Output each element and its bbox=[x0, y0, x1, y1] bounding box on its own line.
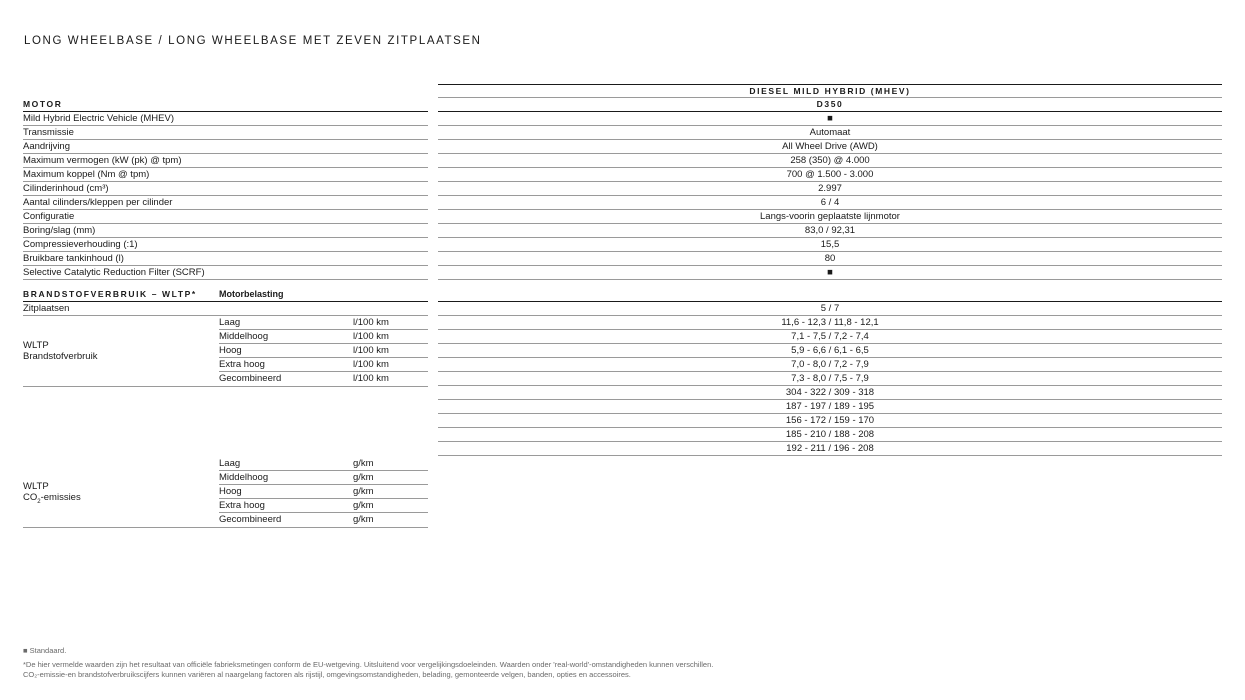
load-value: 304 - 322 / 309 - 318 bbox=[438, 386, 1222, 400]
load-value: 192 - 211 / 196 - 208 bbox=[438, 442, 1222, 456]
engine-model-label: D350 bbox=[438, 98, 1222, 112]
load-label: Middelhoog bbox=[219, 331, 269, 342]
load-value: 156 - 172 / 159 - 170 bbox=[438, 414, 1222, 428]
load-label: Laag bbox=[219, 458, 241, 469]
spec-value: 15,5 bbox=[438, 238, 1222, 252]
fuel-header bbox=[23, 288, 428, 316]
load-value: 5,9 - 6,6 / 6,1 - 6,5 bbox=[438, 344, 1222, 358]
load-row bbox=[23, 330, 428, 344]
unit-label: g/km bbox=[353, 500, 374, 511]
load-label: Gecombineerd bbox=[219, 514, 282, 525]
spec-value: 258 (350) @ 4.000 bbox=[438, 154, 1222, 168]
emission-values bbox=[438, 386, 1222, 456]
unit-label: l/100 km bbox=[353, 359, 389, 370]
spec-value: ■ bbox=[438, 266, 1222, 280]
consumption-group bbox=[23, 316, 428, 387]
load-value: 11,6 - 12,3 / 11,8 - 12,1 bbox=[438, 316, 1222, 330]
load-label: Hoog bbox=[219, 486, 242, 497]
spec-label: Maximum vermogen (kW (pk) @ tpm) bbox=[23, 154, 428, 168]
unit-label: g/km bbox=[353, 472, 374, 483]
unit-label: l/100 km bbox=[353, 373, 389, 384]
standard-note: ■ Standaard. bbox=[23, 646, 67, 655]
spec-value: All Wheel Drive (AWD) bbox=[438, 140, 1222, 154]
load-value: 187 - 197 / 189 - 195 bbox=[438, 400, 1222, 414]
load-row bbox=[23, 513, 428, 527]
spec-label: Aantal cilinders/kleppen per cilinder bbox=[23, 196, 428, 210]
page-title: LONG WHEELBASE / LONG WHEELBASE MET ZEVEN ZITPLAATSEN bbox=[24, 35, 482, 47]
load-label: Hoog bbox=[219, 345, 242, 356]
spec-label: Bruikbare tankinhoud (l) bbox=[23, 252, 428, 266]
load-value: 7,1 - 7,5 / 7,2 - 7,4 bbox=[438, 330, 1222, 344]
load-label: Extra hoog bbox=[219, 359, 265, 370]
spec-value: Automaat bbox=[438, 126, 1222, 140]
load-header: Motorbelasting bbox=[219, 289, 284, 299]
spec-label: Cilinderinhoud (cm³) bbox=[23, 182, 428, 196]
load-value: 7,0 - 8,0 / 7,2 - 7,9 bbox=[438, 358, 1222, 372]
unit-label: g/km bbox=[353, 514, 374, 525]
load-row bbox=[23, 344, 428, 358]
load-row bbox=[23, 457, 428, 471]
load-row bbox=[23, 372, 428, 386]
unit-label: g/km bbox=[353, 458, 374, 469]
load-row bbox=[23, 316, 428, 330]
load-label: Middelhoog bbox=[219, 472, 269, 483]
unit-label: l/100 km bbox=[353, 345, 389, 356]
consumption-values bbox=[438, 316, 1222, 386]
spec-label: Configuratie bbox=[23, 210, 428, 224]
spec-value: 6 / 4 bbox=[438, 196, 1222, 210]
load-label: Laag bbox=[219, 317, 241, 328]
load-label: Gecombineerd bbox=[219, 373, 282, 384]
seats-value: 5 / 7 bbox=[438, 302, 1222, 316]
fuel-values-header bbox=[438, 288, 1222, 316]
emission-group bbox=[23, 457, 428, 528]
seats-label: Zitplaatsen bbox=[23, 303, 70, 314]
spec-label: Boring/slag (mm) bbox=[23, 224, 428, 238]
spec-label: Compressieverhouding (:1) bbox=[23, 238, 428, 252]
engine-type-label: DIESEL MILD HYBRID (MHEV) bbox=[438, 84, 1222, 98]
load-row bbox=[23, 471, 428, 485]
load-value: 185 - 210 / 188 - 208 bbox=[438, 428, 1222, 442]
load-row bbox=[23, 499, 428, 513]
spec-label: Selective Catalytic Reduction Filter (SCRF) bbox=[23, 266, 428, 280]
disclaimer-line-1: *De hier vermelde waarden zijn het resultaat van officiële fabrieksmetingen conform de EU-wetgeving. Uitsluitend voor vergelijkingsdoeleinden. Waarden onder 'real-world'-omstandigheden kunnen verschillen. bbox=[23, 660, 714, 669]
spec-label: Mild Hybrid Electric Vehicle (MHEV) bbox=[23, 112, 428, 126]
load-row bbox=[23, 358, 428, 372]
spec-value: Langs-voorin geplaatste lijnmotor bbox=[438, 210, 1222, 224]
unit-label: l/100 km bbox=[353, 317, 389, 328]
spec-label: Maximum koppel (Nm @ tpm) bbox=[23, 168, 428, 182]
emission-group-label: WLTP $CO_2$-emissies bbox=[23, 481, 81, 505]
seats-row bbox=[23, 302, 428, 316]
spec-value: 2.997 bbox=[438, 182, 1222, 196]
engine-header bbox=[438, 84, 1222, 112]
load-row bbox=[23, 485, 428, 499]
motor-values bbox=[438, 112, 1222, 280]
load-value: 7,3 - 8,0 / 7,5 - 7,9 bbox=[438, 372, 1222, 386]
spec-value: ■ bbox=[438, 112, 1222, 126]
consumption-group-label: WLTP Brandstofverbruik bbox=[23, 340, 98, 362]
disclaimer-line-2: CO₂-emissie-en brandstofverbruikscijfers kunnen variëren al naargelang factoren als rijstijl, omgevingsomstandigheden, belading, gemonteerde velgen, banden, opties en accessoires. bbox=[23, 670, 631, 679]
unit-label: l/100 km bbox=[353, 331, 389, 342]
spec-value: 83,0 / 92,31 bbox=[438, 224, 1222, 238]
spec-label: Aandrijving bbox=[23, 140, 428, 154]
unit-label: g/km bbox=[353, 486, 374, 497]
spec-label: Transmissie bbox=[23, 126, 428, 140]
spec-value: 80 bbox=[438, 252, 1222, 266]
spec-value: 700 @ 1.500 - 3.000 bbox=[438, 168, 1222, 182]
load-label: Extra hoog bbox=[219, 500, 265, 511]
motor-labels bbox=[23, 98, 428, 280]
motor-section-title: MOTOR bbox=[23, 98, 428, 112]
fuel-section-title: BRANDSTOFVERBRUIK – WLTP* bbox=[23, 289, 197, 299]
